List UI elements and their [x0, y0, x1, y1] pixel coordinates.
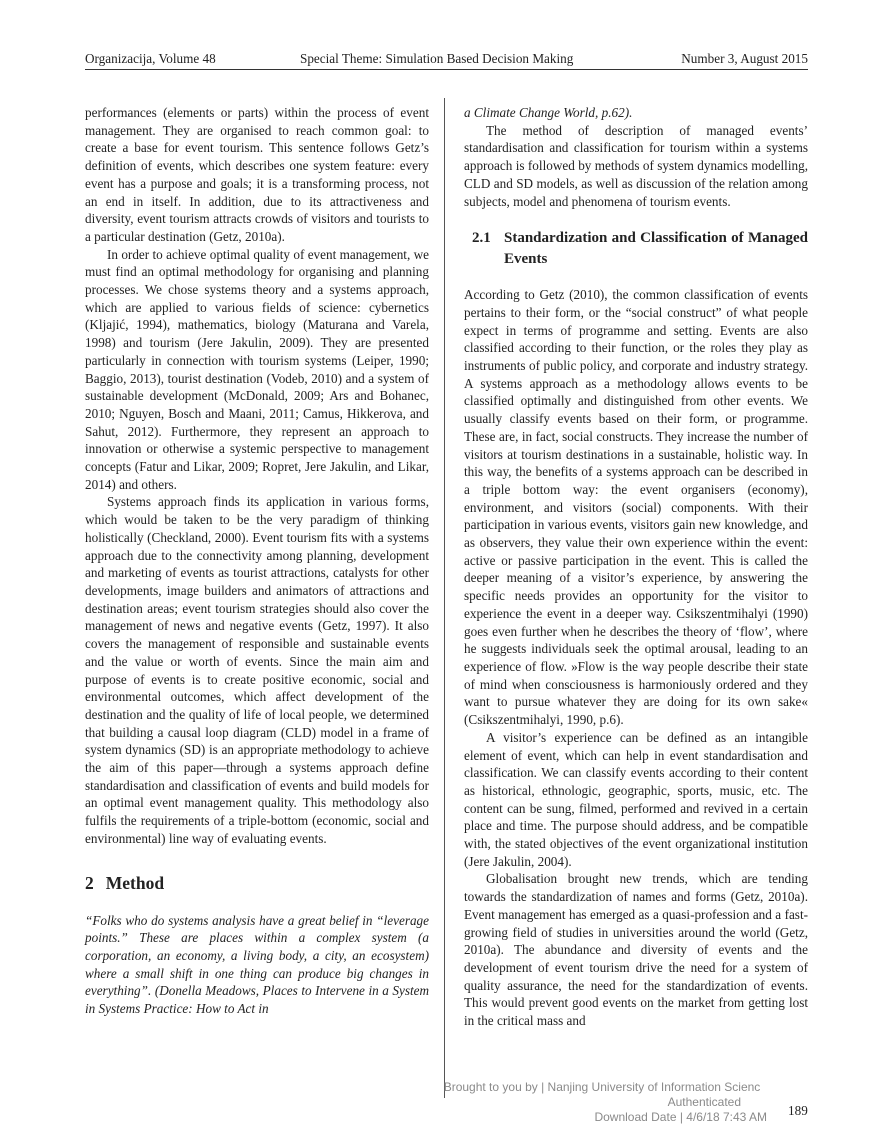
journal-name: Organizacija, Volume 48 [85, 51, 216, 66]
issue-info: Number 3, August 2015 [681, 51, 808, 66]
subsection-number: 2.1 [472, 230, 491, 247]
header-rule [85, 69, 808, 70]
body-paragraph: In order to achieve optimal quality of event management, we must find an optimal methodology for organising and planning processes. We chose systems theory and a systems approach, which are applied to various fields of science: cybernetics (Kljajić, 1994), mathematics, biology (Maturana and Varela, 1998) and tourism (Jere Jakulin, 2009). They are presented particularly in connection with tourism systems (Leiper, 1990; Baggio, 2013), tourist destination (Vodeb, 2010) and a system of sustainable development (McDonald, 2009; Ars and Bohanec, 2010; Nguyen, Bosch and Maani, 2011; Camus, Hikkerova, and Sahut, 2012). Furthermore, they represent an approach to innovation or otherwise a systemic perspective to management concepts (Fatur and Likar, 2009; Ropret, Jere Jakulin, and Likar, 2014) and others. [85, 246, 429, 492]
watermark-auth: Authenticated [667, 1095, 741, 1109]
epigraph-quote: “Folks who do systems analysis have a great belief in “leverage points.” These are places within a complex system (a corporation, an economy, a living body, a city, an ecosystem) where a small shift in one thing can produce big changes in everything”. (Donella Meadows, Places to Intervene in a System in Systems Practice: How to Act in [85, 912, 429, 1017]
page-number: 189 [788, 1103, 808, 1118]
section-heading [85, 872, 429, 894]
watermark-date: Download Date | 4/6/18 7:43 AM [594, 1110, 767, 1124]
body-paragraph: A visitor’s experience can be defined as an intangible element of event, which can help in event standardisation and classification. We can classify events according to their content as historical, ethnologic, geographic, sports, music, etc. The content can be sung, filmed, performed and revived in a certain place and time. The purpose should address, and be compatible with, the stated objectives of the event organizational institution (Jere Jakulin, 2004). [464, 729, 808, 869]
subsection-title: Standardization and Classification of Managed Events [504, 230, 808, 268]
body-paragraph: Systems approach finds its application in various forms, which would be taken to be the very paradigm of thinking holistically (Checkland, 2000). Event tourism fits with a systems approach due to the connectivity among planning, development and marketing of events as tourist attractions, catalysts for other developments, image builders and animators of attractions and destination areas; event tourism strategies should also cover the management of news and negative events (Getz, 1997). It also covers the management of responsible and sustainable events and the value or worth of events. Since the main aim and purpose of events is to create positive economic, social and environmental outcomes, which affect development of the destination and the quality of life of local people, we determined that building a causal loop diagram (CLD) model in a frame of system dynamics (SD) is an appropriate methodology to achieve the aim of this paper—through a systems approach define standardisation and classification of events and build models for an optimal event management quality. This methodology also fulfils the requirements of a triple-bottom (economic, social and environmental) line way of evaluating events. [85, 494, 429, 846]
body-paragraph: The method of description of managed events’ standardisation and classification for tourism within a systems approach is followed by methods of system dynamics modelling, CLD and SD models, as well as discussion of the relation among subjects, model and phenomena of tourism events. [464, 122, 808, 209]
section-number: 2 [85, 872, 94, 893]
body-paragraph: Globalisation brought new trends, which are tending towards the standardization of names and forms (Getz, 2010a). Event management has emerged as a quasi-profession and a fast-growing field of studies in universities around the world (Getz, 2010a). The abundance and diversity of events and the development of event tourism drive the need for a system of quality assurance, the need for the standardization of events. This would prevent good events on the market from getting lost in the critical mass and [464, 871, 808, 1029]
special-theme: Special Theme: Simulation Based Decision Making [300, 51, 574, 66]
running-header [85, 50, 808, 68]
epigraph-quote-continued: a Climate Change World, p.62). [464, 105, 633, 120]
body-paragraph: According to Getz (2010), the common classification of events pertains to their form, or the “social construct” of what people expect in terms of programme and setting. Events are also classified according to their function, or the roles they play as instruments of public policy, and corporate and industry strategy. A systems approach as a methodology allows events to be classified optimally and distinguished from other events. We usually classify events based on their form, or programme. These are, in fact, social constructs. They increase the number of visitors at tourism destinations in a sustainable, holistic way. In this way, the benefits of a systems approach can be described in a triple bottom way: the event organisers (economy), environment, and visitors (social) components. With their participation in various events, visitors gain new knowledge, and as observers, they value their own experience within the event: active or passive participation in the event. This is called the deeper meaning of a visitor’s experience, by answering the specific needs provides an opportunity for the visitor to experience the event in a deeper way. Csikszentmihalyi (1990) goes even further when he describes the theory of ‘flow’, where he suggests individuals seek the optimal arousal, leading to an experience of flow. »Flow is the way people describe their state of mind when consciousness is harmoniously ordered and they want to pursue whatever they are doing for its own sake« (Csikszentmihalyi, 1990, p.6). [464, 287, 808, 728]
left-column [85, 104, 429, 1018]
body-paragraph: performances (elements or parts) within the process of event management. They are organised to reach common goal: to create a base for event tourism. This sentence follows Getz’s definition of events, which describes one system feature: every event has a purpose and goals; it is a transforming process, not an end in itself. In addition, due to its attractiveness and diversity, event tourism attracts crowds of visitors and tourists to a particular destination (Getz, 2010a). [85, 105, 429, 244]
column-divider [444, 98, 445, 1098]
subsection-heading [464, 228, 808, 270]
download-watermark [437, 1080, 767, 1125]
section-title: Method [105, 872, 165, 893]
watermark-source: Brought to you by | Nanjing University of Information Scienc [443, 1080, 761, 1094]
right-column [464, 104, 808, 1030]
